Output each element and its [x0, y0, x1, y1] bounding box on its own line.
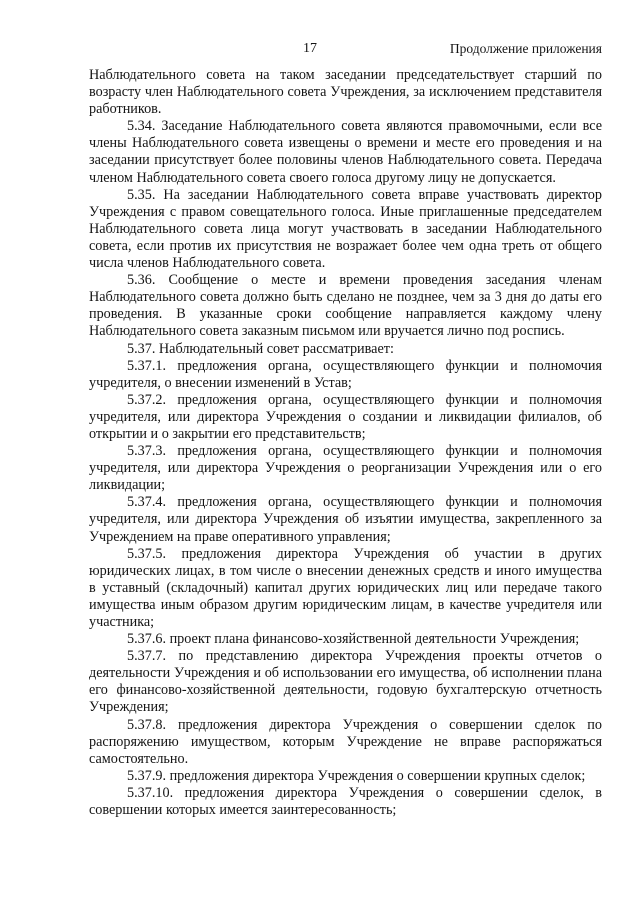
- paragraph-5-37-2: 5.37.2. предложения органа, осуществляющего функции и полномочия учредителя, или директора Учреждения о создании и ликвидации филиалов, об открытии и о закрытии его представительств;: [89, 391, 602, 442]
- paragraph-5-37-4: 5.37.4. предложения органа, осуществляющего функции и полномочия учредителя, или директора Учреждения об изъятии имущества, закрепленного за Учреждением на праве оперативного управления;: [89, 494, 602, 545]
- paragraph-5-37-10: 5.37.10. предложения директора Учреждения о совершении сделок, в совершении которых имеется заинтересованность;: [89, 784, 602, 819]
- document-body: [89, 67, 602, 819]
- paragraph-5-37-3: 5.37.3. предложения органа, осуществляющего функции и полномочия учредителя, или директора Учреждения о реорганизации Учреждения или о его ликвидации;: [89, 443, 602, 494]
- paragraph-5-36: 5.36. Сообщение о месте и времени проведения заседания членам Наблюдательного совета должно быть сделано не позднее, чем за 3 дня до даты его проведения. В указанные сроки сообщение направляется каждому члену Наблюдательного совета заказным письмом или вручается лично под роспись.: [89, 272, 602, 340]
- paragraph-5-35: 5.35. На заседании Наблюдательного совета вправе участвовать директор Учреждения с правом совещательного голоса. Иные приглашенные председателем Наблюдательного совета лица могут участвовать в заседании Наблюдательного совета, если против их присутствия не возражает более чем одна треть от общего числа членов Наблюдательного совета.: [89, 186, 602, 272]
- paragraph-5-37-8: 5.37.8. предложения директора Учреждения о совершении сделок по распоряжению имуществом, которым Учреждение не вправе распоряжаться самостоятельно.: [89, 716, 602, 767]
- paragraph-continuation: Наблюдательного совета на таком заседании председательствует старший по возрасту член Наблюдательного совета Учреждения, за исключением представителя работников.: [89, 67, 602, 118]
- paragraph-5-34: 5.34. Заседание Наблюдательного совета являются правомочными, если все члены Наблюдательного совета извещены о времени и месте его проведения и на заседании присутствует более половины членов Наблюдательного совета. Передача членом Наблюдательного совета своего голоса другому лицу не допускается.: [89, 118, 602, 186]
- paragraph-5-37: 5.37. Наблюдательный совет рассматривает:: [127, 340, 394, 357]
- running-header: Продолжение приложения: [449, 41, 602, 56]
- paragraph-5-37-6: 5.37.6. проект плана финансово-хозяйственной деятельности Учреждения;: [127, 631, 580, 648]
- paragraph-5-37-9: 5.37.9. предложения директора Учреждения о совершении крупных сделок;: [127, 767, 586, 784]
- page-number: 17: [303, 41, 317, 56]
- paragraph-5-37-1: 5.37.1. предложения органа, осуществляющего функции и полномочия учредителя, о внесении изменений в Устав;: [89, 357, 602, 391]
- paragraph-5-37-7: 5.37.7. по представлению директора Учреждения проекты отчетов о деятельности Учреждения и об использовании его имущества, об исполнении плана его финансово-хозяйственной деятельности, годовую бухгалтерскую отчетность Учреждения;: [89, 648, 602, 716]
- paragraph-5-37-5: 5.37.5. предложения директора Учреждения об участии в других юридических лицах, в том числе о внесении денежных средств и иного имущества в уставный (складочный) капитал других юридических лиц или передаче такого имущества иным образом другим юридическим лицам, в качестве учредителя или участника;: [89, 545, 602, 630]
